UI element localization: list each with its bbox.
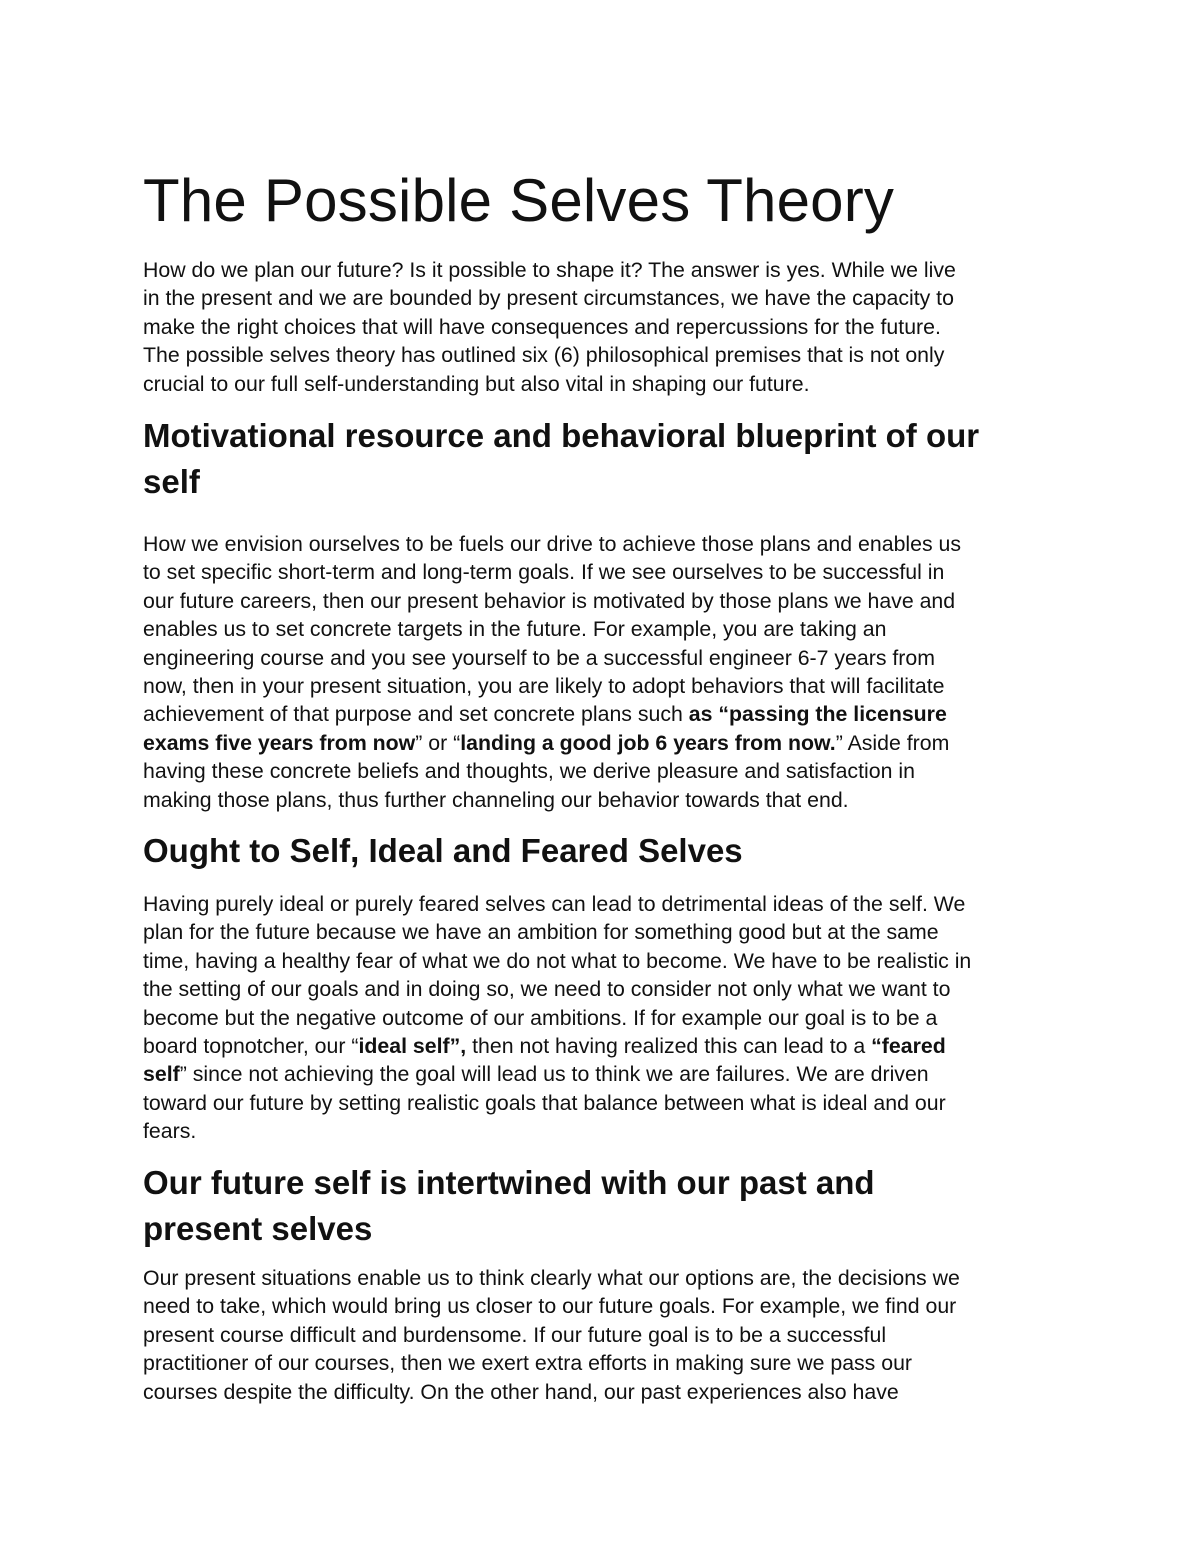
heading-line: self bbox=[143, 463, 200, 500]
paragraph-line bbox=[143, 700, 1058, 728]
paragraph-line: Having purely ideal or purely feared selves can lead to detrimental ideas of the self. We bbox=[143, 892, 966, 916]
heading-line: present selves bbox=[143, 1210, 373, 1247]
bold-text: self bbox=[143, 1062, 180, 1087]
intro-line: in the present and we are bounded by present circumstances, we have the capacity to bbox=[143, 286, 954, 311]
plain-text: board topnotcher, our “ bbox=[143, 1034, 359, 1059]
paragraph-line: our future careers, then our present behavior is motivated by those plans we have and bbox=[143, 588, 956, 613]
paragraph-line: enables us to set concrete targets in the future. For example, you are taking an bbox=[143, 617, 887, 642]
paragraph-line: having these concrete beliefs and thoughts, we derive pleasure and satisfaction in bbox=[143, 759, 915, 784]
bold-text: as “passing the licensure bbox=[688, 702, 947, 727]
plain-text: then not having realized this can lead to a bbox=[466, 1034, 872, 1059]
bold-text: exams five years from now bbox=[143, 730, 416, 755]
page-title: The Possible Selves Theory bbox=[143, 167, 895, 234]
plain-text: achievement of that purpose and set concrete plans such bbox=[143, 702, 689, 727]
paragraph-line: practitioner of our courses, then we exert extra efforts in making sure we pass our bbox=[143, 1351, 913, 1376]
paragraph-line: plan for the future because we have an ambition for something good but at the same bbox=[143, 920, 939, 945]
paragraph-line bbox=[143, 1032, 1058, 1060]
motivational-paragraph bbox=[143, 530, 1058, 814]
future-self-paragraph bbox=[143, 1264, 1058, 1406]
bold-text: ideal self bbox=[358, 1034, 450, 1059]
intro-paragraph bbox=[143, 256, 1058, 398]
intro-line: How do we plan our future? Is it possible to shape it? The answer is yes. While we live bbox=[143, 258, 956, 282]
paragraph-line: How we envision ourselves to be fuels our drive to achieve those plans and enables us bbox=[143, 532, 962, 556]
paragraph-line bbox=[143, 729, 1058, 757]
paragraph-line: now, then in your present situation, you are likely to adopt behaviors that will facilitate bbox=[143, 674, 945, 699]
intro-line: make the right choices that will have consequences and repercussions for the future. bbox=[143, 314, 941, 339]
heading-line: Our future self is intertwined with our past and bbox=[143, 1164, 875, 1201]
bold-text: “feared bbox=[871, 1034, 946, 1059]
paragraph-line: time, having a healthy fear of what we do not what to become. We have to be realistic in bbox=[143, 948, 972, 973]
ought-to-self-paragraph bbox=[143, 890, 1058, 1146]
section-heading-motivational bbox=[143, 413, 979, 505]
section-heading-ought-to-self: Ought to Self, Ideal and Feared Selves bbox=[143, 832, 743, 869]
heading-line: Motivational resource and behavioral blueprint of our bbox=[143, 417, 980, 454]
plain-text: ” or “ bbox=[415, 730, 461, 755]
paragraph-line: toward our future by setting realistic goals that balance between what is ideal and our bbox=[143, 1090, 946, 1115]
bold-text: ”, bbox=[449, 1034, 467, 1059]
paragraph-line: the setting of our goals and in doing so, we need to consider not only what we want to bbox=[143, 977, 951, 1002]
paragraph-line: need to take, which would bring us closer to our future goals. For example, we find our bbox=[143, 1294, 957, 1319]
intro-line: crucial to our full self-understanding but also vital in shaping our future. bbox=[143, 371, 810, 396]
paragraph-line: Our present situations enable us to think clearly what our options are, the decisions we bbox=[143, 1266, 960, 1290]
plain-text: ” since not achieving the goal will lead us to think we are failures. We are driven bbox=[179, 1062, 929, 1087]
bold-text: landing a good job 6 years from now. bbox=[460, 730, 836, 755]
plain-text: ” Aside from bbox=[835, 730, 950, 755]
paragraph-line: present course difficult and burdensome. If our future goal is to be a successful bbox=[143, 1322, 887, 1347]
paragraph-line bbox=[143, 1060, 1058, 1088]
paragraph-line: to set specific short-term and long-term goals. If we see ourselves to be successful in bbox=[143, 560, 945, 585]
section-heading-future-self bbox=[143, 1160, 875, 1252]
intro-line: The possible selves theory has outlined six (6) philosophical premises that is not only bbox=[143, 343, 945, 368]
paragraph-line: engineering course and you see yourself to be a successful engineer 6-7 years from bbox=[143, 645, 935, 670]
paragraph-line: fears. bbox=[143, 1119, 197, 1144]
paragraph-line: courses despite the difficulty. On the other hand, our past experiences also have bbox=[143, 1379, 899, 1404]
paragraph-line: become but the negative outcome of our ambitions. If for example our goal is to be a bbox=[143, 1005, 938, 1030]
paragraph-line: making those plans, thus further channeling our behavior towards that end. bbox=[143, 787, 849, 812]
